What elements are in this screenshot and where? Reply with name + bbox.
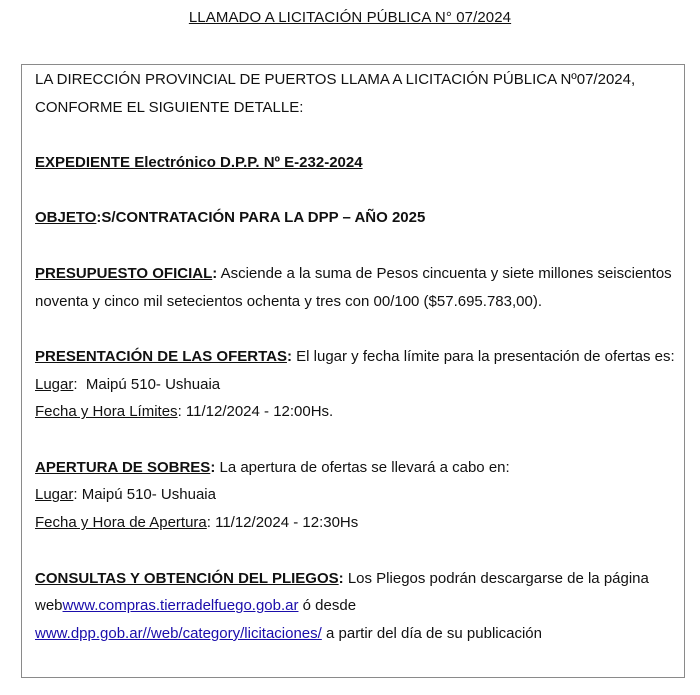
apertura-fecha-line [35, 509, 675, 537]
consultas-text-1: Los Pliegos podrán descargarse de la página web [35, 569, 649, 615]
spacer [35, 177, 675, 205]
intro-paragraph: LA DIRECCIÓN PROVINCIAL DE PUERTOS LLAMA A LICITACIÓN PÚBLICA Nº07/2024, CONFORME EL SIGUIENTE DETALLE: [35, 71, 636, 116]
apertura-lugar-line [35, 481, 675, 509]
apertura-lugar-label: Lugar [35, 486, 74, 504]
apertura-lugar-value: : Maipú 510- Ushuaia [73, 486, 216, 504]
spacer [35, 121, 675, 149]
spacer [35, 537, 675, 565]
spacer [35, 232, 675, 260]
apertura-text: La apertura de ofertas se llevará a cabo en: [215, 458, 510, 476]
consultas-text-3: a partir del día de su publicación [321, 624, 542, 642]
presentacion-paragraph [35, 343, 675, 371]
dpp-licitaciones-link[interactable]: www.dpp.gob.ar//web/category/licitaciones/ [35, 624, 322, 642]
consultas-text-2: ó desde [298, 597, 361, 615]
consultas-colon: : [338, 569, 344, 587]
apertura-fecha-value: : 11/12/2024 - 12:30Hs [206, 514, 359, 532]
presentacion-label: PRESENTACIÓN DE LAS OFERTAS [35, 347, 287, 365]
notice-content [35, 66, 675, 648]
presentacion-fecha-value: : 11/12/2024 - 12:00Hs. [177, 403, 334, 421]
objeto-label: OBJETO [35, 209, 97, 227]
document-title: LLAMADO A LICITACIÓN PÚBLICA N° 07/2024 [188, 9, 512, 26]
compras-website-link[interactable]: www.compras.tierradelfuego.gob.ar [62, 597, 299, 615]
objeto-value: :S/CONTRATACIÓN PARA LA DPP – AÑO 2025 [96, 209, 426, 227]
apertura-label: APERTURA DE SOBRES [35, 458, 211, 476]
presentacion-fecha-label: Fecha y Hora Límites [35, 403, 178, 421]
presentacion-fecha-line [35, 398, 675, 426]
apertura-paragraph [35, 454, 675, 482]
presupuesto-text: Asciende a la suma de Pesos cincuenta y siete millones seiscientos noventa y cinco mil setecientos ochenta y tres con 00/100 ($57.695.783,00). [35, 264, 672, 310]
presupuesto-label: PRESUPUESTO OFICIAL [35, 264, 213, 282]
apertura-colon: : [210, 458, 216, 476]
objeto-line [35, 204, 675, 232]
spacer [35, 426, 675, 454]
consultas-label: CONSULTAS Y OBTENCIÓN DEL PLIEGOS [35, 569, 339, 587]
presentacion-lugar-value: : Maipú 510- Ushuaia [73, 375, 221, 393]
presentacion-colon: : [286, 347, 292, 365]
expediente-line: EXPEDIENTE Electrónico D.P.P. Nº E-232-2024 [35, 154, 363, 172]
consultas-paragraph [35, 565, 675, 648]
spacer [35, 315, 675, 343]
presupuesto-paragraph [35, 260, 675, 315]
presupuesto-colon: : [212, 264, 218, 282]
presentacion-text: El lugar y fecha límite para la presentación de ofertas es: [291, 347, 675, 365]
presentacion-lugar-label: Lugar [35, 375, 74, 393]
presentacion-lugar-line [35, 371, 675, 399]
apertura-fecha-label: Fecha y Hora de Apertura [35, 514, 207, 532]
